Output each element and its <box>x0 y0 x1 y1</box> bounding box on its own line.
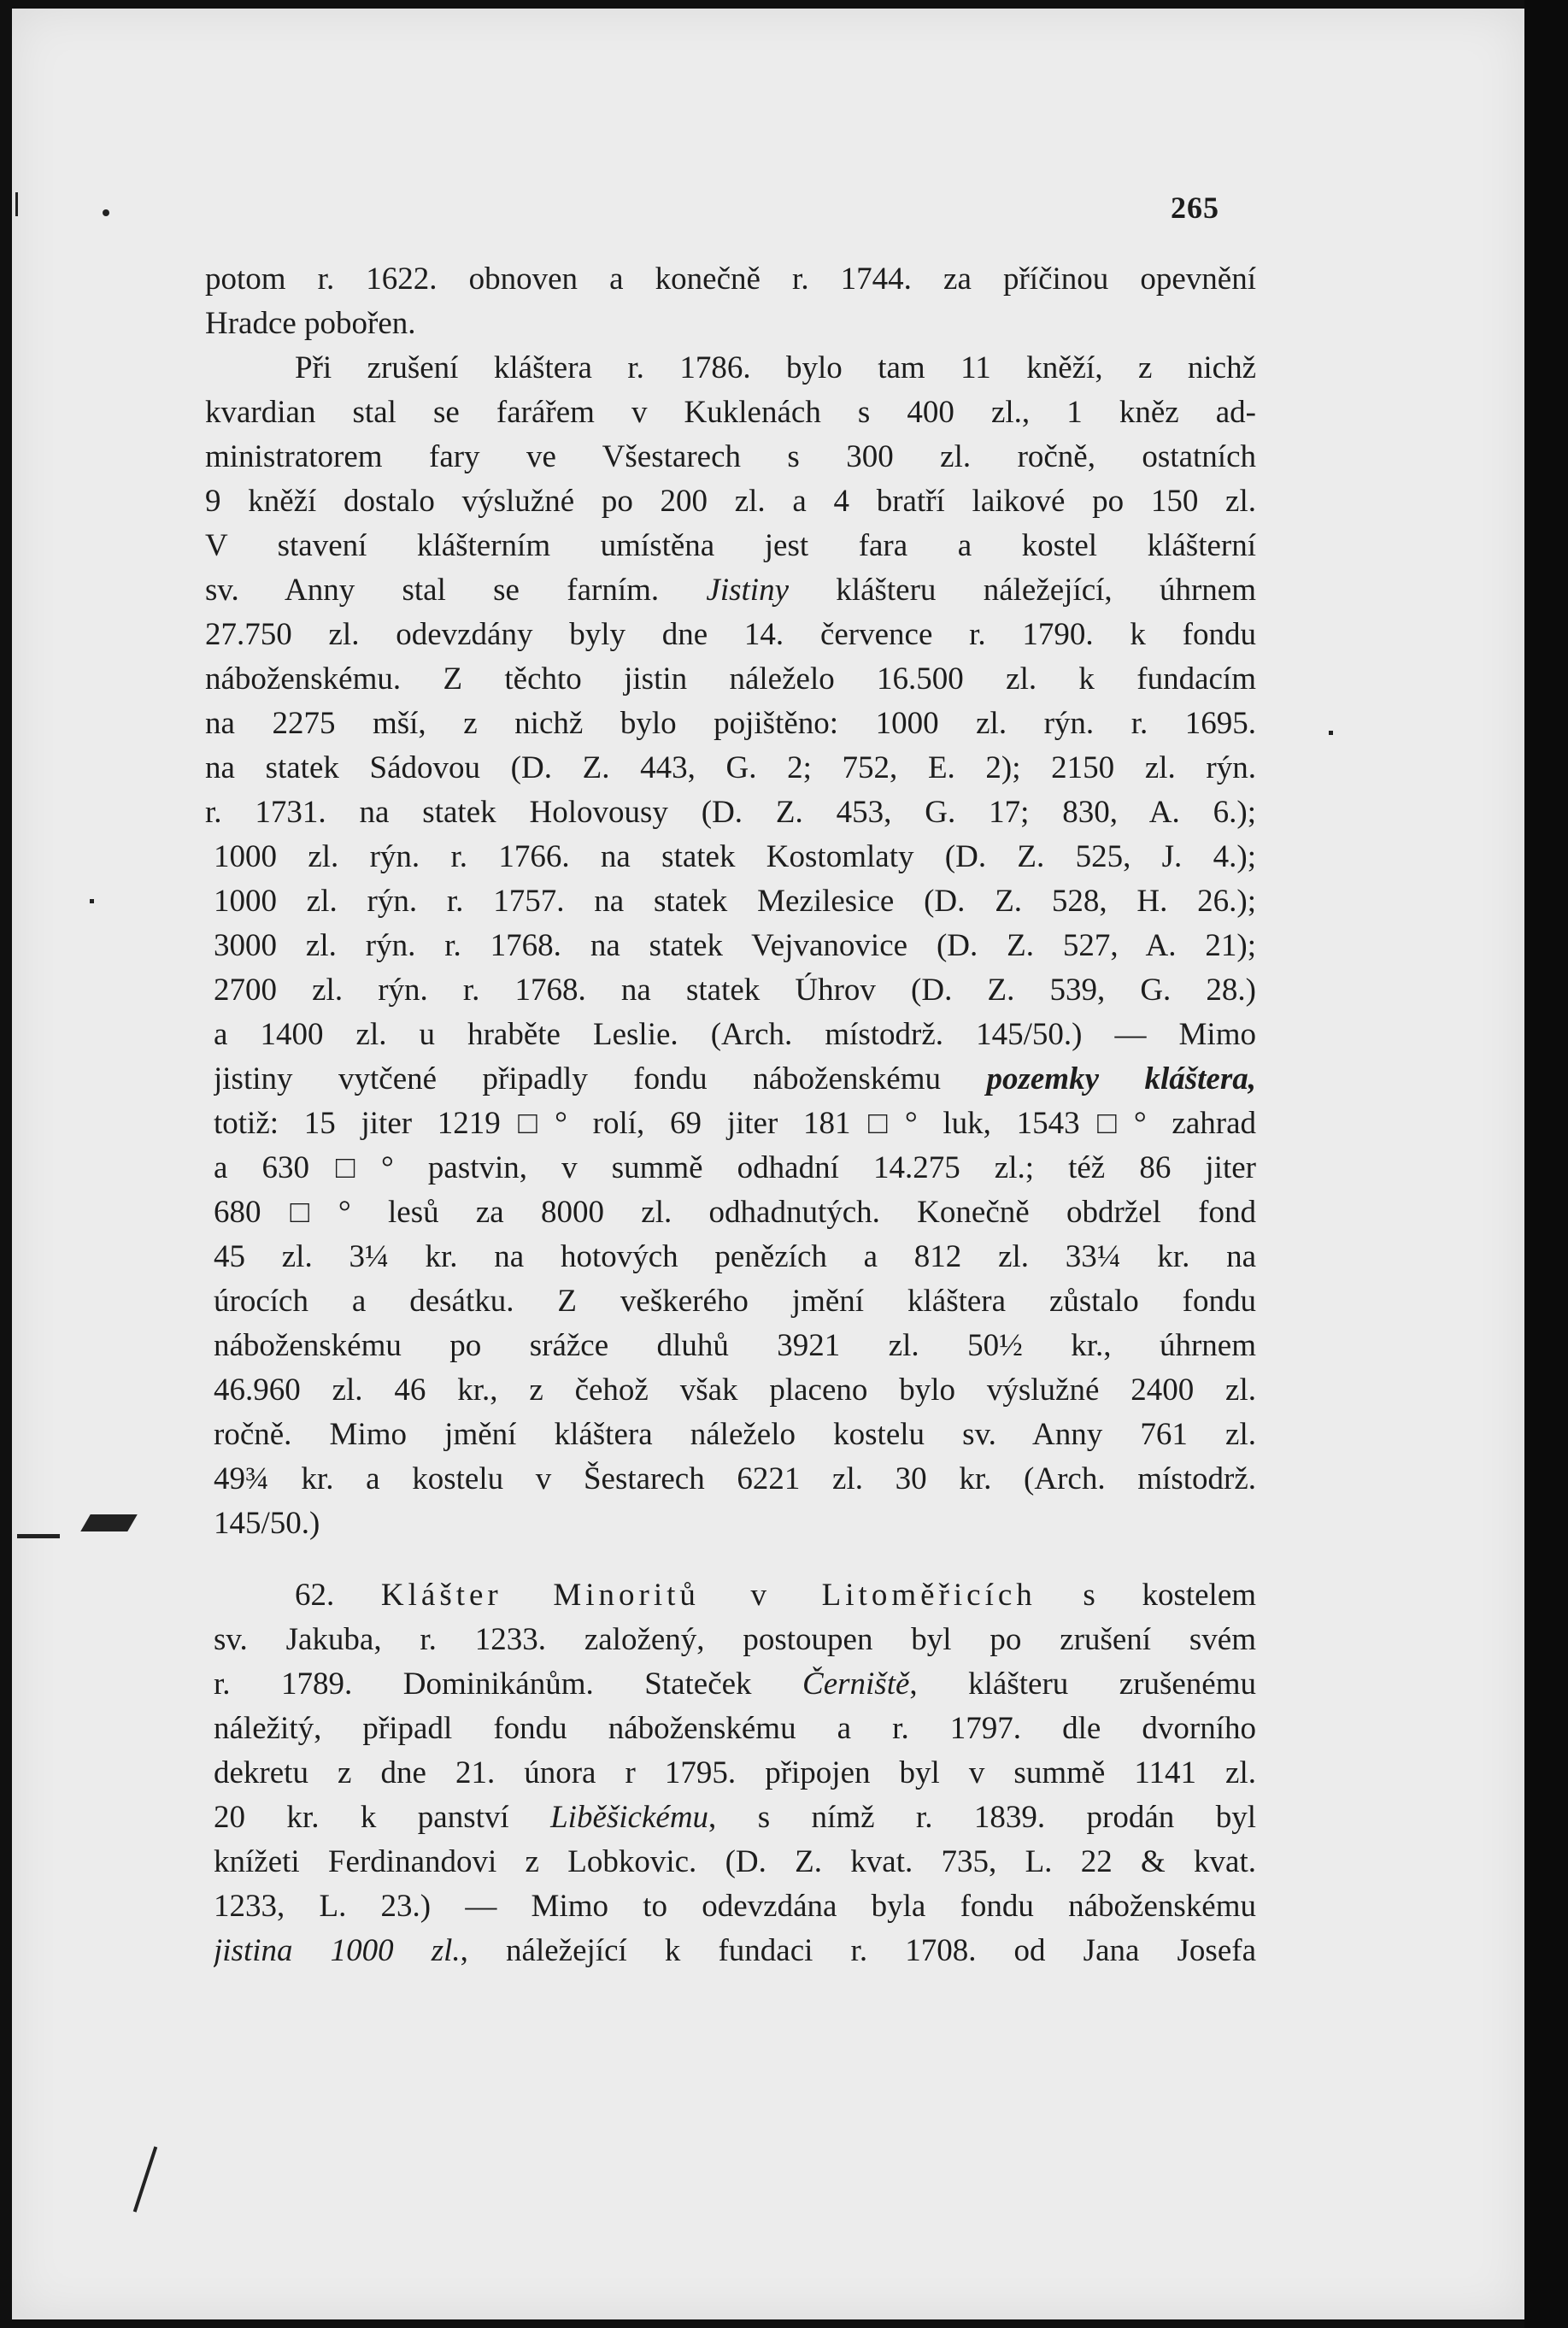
text-line: úrocích a desátku. Z veškerého jmění kláštera zůstalo fondu <box>214 1284 1256 1319</box>
text-line: na statek Sádovou (D. Z. 443, G. 2; 752, E. 2); 2150 zl. rýn. <box>205 750 1256 785</box>
margin-mark <box>15 192 18 216</box>
text-line: náboženskému. Z těchto jistin náleželo 16.500 zl. k fundacím <box>205 661 1256 697</box>
text-line: 1000 zl. rýn. r. 1766. na statek Kostomlaty (D. Z. 525, J. 4.); <box>214 839 1256 874</box>
text-line: 46.960 zl. 46 kr., z čehož však placeno bylo výslužné 2400 zl. <box>214 1373 1256 1408</box>
text-line: ministratorem fary ve Všestarech s 300 zl. ročně, ostatních <box>205 439 1256 474</box>
margin-mark <box>17 1534 60 1538</box>
text-line: 1233, L. 23.) — Mimo to odevzdána byla fondu náboženskému <box>214 1889 1256 1924</box>
text-line: V stavení klášterním umístěna jest fara a kostel klášterní <box>205 528 1256 563</box>
scan-edge <box>1524 0 1568 2328</box>
text-segment: klášteru náležející, úhrnem <box>789 573 1256 608</box>
text-line: náboženskému po srážce dluhů 3921 zl. 50½ kr., úhrnem <box>214 1328 1256 1363</box>
text-line: 9 kněží dostalo výslužné po 200 zl. a 4 bratří laikové po 150 zl. <box>205 484 1256 519</box>
text-line: 27.750 zl. odevzdány byly dne 14. července r. 1790. k fondu <box>205 617 1256 652</box>
text-line <box>214 1663 1256 1706</box>
text-segment: jistiny vytčené připadly fondu náboženskému <box>214 1061 941 1096</box>
text-line: 1000 zl. rýn. r. 1757. na statek Mezilesice (D. Z. 528, H. 26.); <box>214 884 1256 919</box>
text-line <box>214 1930 1256 1972</box>
text-line <box>295 1574 1256 1617</box>
text-line: 3000 zl. rýn. r. 1768. na statek Vejvanovice (D. Z. 527, A. 21); <box>214 928 1256 963</box>
text-line: kvardian stal se farářem v Kuklenách s 400 zl., 1 kněz ad- <box>205 395 1256 430</box>
text-line: 680□° lesů za 8000 zl. odhadnutých. Konečně obdržel fond <box>214 1195 1256 1230</box>
italic-term: Černiště <box>802 1667 910 1702</box>
page-number: 265 <box>1171 191 1219 225</box>
text-segment: r. 1789. Dominikánům. Stateček <box>214 1667 752 1702</box>
text-line: Při zrušení kláštera r. 1786. bylo tam 11 kněží, z nichž <box>295 350 1256 385</box>
text-line: 49¾ kr. a kostelu v Šestarech 6221 zl. 30 kr. (Arch. místodrž. <box>214 1461 1256 1496</box>
italic-term: pozemky kláštera, <box>986 1061 1256 1096</box>
italic-term: Liběšickému <box>550 1800 709 1835</box>
text-line: 45 zl. 3¼ kr. na hotových penězích a 812 zl. 33¼ kr. na <box>214 1239 1256 1274</box>
margin-mark <box>103 209 109 216</box>
text-line: knížeti Ferdinandovi z Lobkovic. (D. Z. kvat. 735, L. 22 & kvat. <box>214 1844 1256 1879</box>
margin-mark <box>90 899 94 903</box>
text-line: a 630□° pastvin, v summě odhadní 14.275 zl.; též 86 jiter <box>214 1150 1256 1185</box>
text-line: r. 1731. na statek Holovousy (D. Z. 453, G. 17; 830, A. 6.); <box>205 795 1256 830</box>
spaced-heading: Klášter Minoritů v Litoměřicích <box>380 1578 1037 1613</box>
text-segment: , s nímž r. 1839. prodán byl <box>708 1800 1256 1835</box>
italic-term: Jistiny <box>706 573 790 608</box>
text-segment: s kostelem <box>1083 1578 1256 1613</box>
margin-mark <box>80 1514 138 1531</box>
text-line: Hradce pobořen. <box>205 306 416 341</box>
text-segment: , klášteru zrušenému <box>909 1667 1256 1702</box>
text-line: na 2275 mší, z nichž bylo pojištěno: 1000 zl. rýn. r. 1695. <box>205 706 1256 741</box>
text-line: 145/50.) <box>214 1506 320 1541</box>
text-segment: 62. <box>295 1578 335 1613</box>
text-line <box>214 1058 1256 1101</box>
text-line: ročně. Mimo jmění kláštera náleželo kostelu sv. Anny 761 zl. <box>214 1417 1256 1452</box>
text-line: potom r. 1622. obnoven a konečně r. 1744. za příčinou opevnění <box>205 262 1256 297</box>
text-line: a 1400 zl. u hraběte Leslie. (Arch. místodrž. 145/50.) — Mimo <box>214 1017 1256 1052</box>
text-segment: 20 kr. k panství <box>214 1800 509 1835</box>
margin-mark <box>1329 731 1333 735</box>
italic-term: jistina 1000 zl. <box>214 1933 461 1968</box>
text-line: sv. Jakuba, r. 1233. založený, postoupen byl po zrušení svém <box>214 1622 1256 1657</box>
text-line: 2700 zl. rýn. r. 1768. na statek Úhrov (D. Z. 539, G. 28.) <box>214 973 1256 1008</box>
text-segment: , náležející k fundaci r. 1708. od Jana Josefa <box>460 1933 1256 1968</box>
text-line: totiž: 15 jiter 1219□° rolí, 69 jiter 181□° luk, 1543□° zahrad <box>214 1106 1256 1141</box>
text-segment: sv. Anny stal se farním. <box>205 573 660 608</box>
text-line <box>214 1796 1256 1839</box>
text-line: dekretu z dne 21. února r 1795. připojen byl v summě 1141 zl. <box>214 1755 1256 1790</box>
text-line: náležitý, připadl fondu náboženskému a r. 1797. dle dvorního <box>214 1711 1256 1746</box>
text-line <box>205 569 1256 612</box>
